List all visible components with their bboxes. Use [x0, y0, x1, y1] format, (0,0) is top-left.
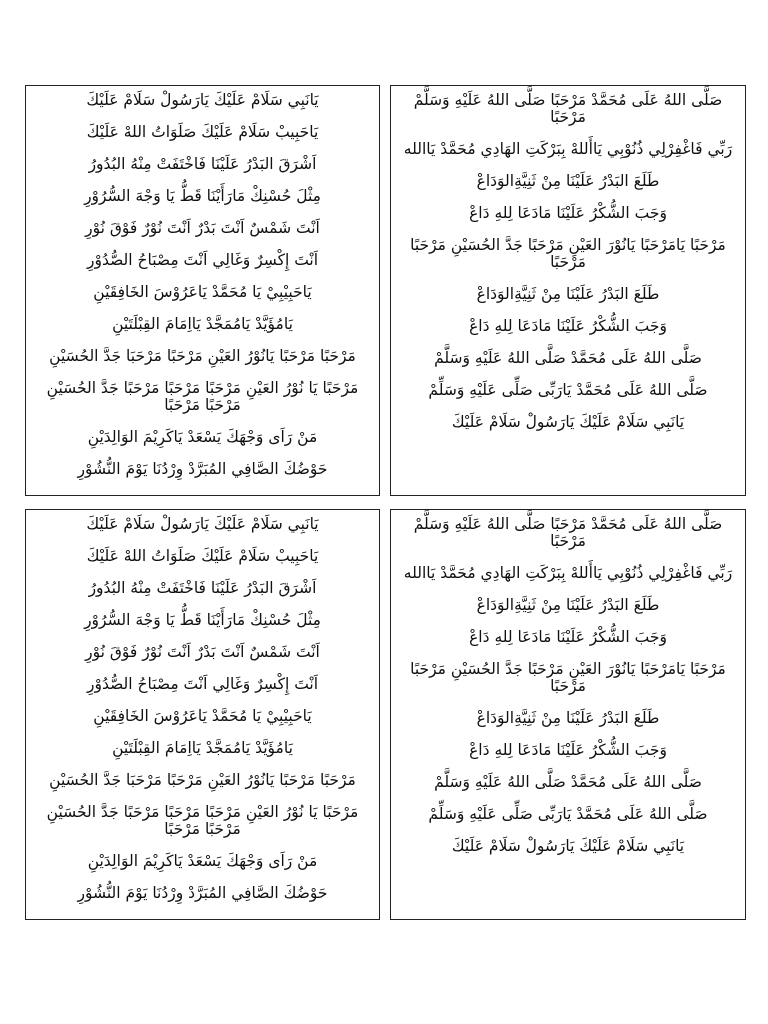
- verse-line: صَلَّى اللهُ عَلَى مُحَمَّدْ مَرْحَبًا صَلَّى اللهُ عَلَيْهِ وَسَلَّمْ مَرْحَبًا: [413, 91, 723, 126]
- line-list: [391, 92, 745, 431]
- verse-line: مَنْ رَاَى وَجْهَكَ يَسْعَدْ يَاكَرِيْمَ الوَالِدَيْنِ: [87, 852, 318, 870]
- verse-line: مِثْلَ حُسْنِكْ مَارَأَيْنَا قَطُّ يَا وَجْهَ السُّرُوْرِ: [84, 611, 321, 629]
- verse-line: يَاحَبِيبْ سَلَامْ عَلَيْكَ صَلَوَاتُ اللهْ عَلَيْكَ: [86, 123, 319, 141]
- verse-line: اَنْتَ إِكْسِرٌ وَغَالِي اَنْتَ مِصْبَاحُ الصُّدُوْرِ: [86, 675, 319, 693]
- line-list: [26, 92, 379, 478]
- verse-line: اَنْتَ إِكْسِرٌ وَغَالِي اَنْتَ مِصْبَاحُ الصُّدُوْرِ: [86, 251, 319, 269]
- verse-line: طَلَعَ البَدْرُ عَلَيْنَا مِنْ ثَنِيَّةِالوَدَاعْ: [476, 285, 660, 303]
- verse-line: صَلَّى اللهُ عَلَى مُحَمَّدْ يَارَبِّى صَلِّى عَلَيْهِ وَسَلِّمْ: [428, 805, 708, 823]
- verse-line: مَرْحَبًا يَا نُوْرُ العَيْنِ مَرْحَبًا مَرْحَبًا مَرْحَبًا جَدَّ الحُسَيْنِ مَرْحَبًا مَرْحَبًا: [46, 379, 359, 414]
- verse-line: مَنْ رَاَى وَجْهَكَ يَسْعَدْ يَاكَرِيْمَ الوَالِدَيْنِ: [87, 428, 318, 446]
- verse-line: يَامُؤَيَّدْ يَامُمَجَّدْ يَااِمَامَ القِبْلَتَيْنِ: [112, 739, 293, 757]
- line-list: [26, 516, 379, 902]
- verse-line: مَرْحَبًا مَرْحَبًا يَانُوْرُ العَيْنِ مَرْحَبًا مَرْحَبَا جَدَّ الحُسَيْنِ: [49, 347, 356, 365]
- verse-line: يَانَبِي سَلَامْ عَلَيْكَ يَارَسُولْ سَلَامْ عَلَيْكَ: [451, 837, 685, 855]
- verse-line: رَبِّي فَاغْفِرْلِي ذُنُوْبِي يَاأَللهْ بِبَرْكَتِ الهَادِي مُحَمَّدْ يَاالله: [403, 564, 733, 582]
- verse-line: صَلَّى اللهُ عَلَى مُحَمَّدْ مَرْحَبًا صَلَّى اللهُ عَلَيْهِ وَسَلَّمْ مَرْحَبًا: [413, 515, 723, 550]
- verse-line: حَوْضُكَ الصَّافِي المُبَرَّدْ وِرْدُنَا يَوْمَ النُّشُوْرِ: [77, 884, 328, 902]
- verse-line: اَشْرَقَ البَدْرُ عَلَيْنَا فَاخْتَفَتْ مِنْهُ البُدُورُ: [88, 155, 317, 173]
- card-top-left: [25, 85, 380, 496]
- verse-line: صَلَّى اللهُ عَلَى مُحَمَّدْ صَلَّى اللهُ عَلَيْهِ وَسَلَّمْ: [434, 773, 702, 791]
- verse-line: طَلَعَ البَدْرُ عَلَيْنَا مِنْ ثَنِيَّةِالوَدَاعْ: [476, 709, 660, 727]
- verse-line: وَجَبَ الشُّكْرُ عَلَيْنَا مَادَعَا لِلهِ دَاعْ: [469, 317, 667, 335]
- verse-line: يَانَبِي سَلَامْ عَلَيْكَ يَارَسُولْ سَلَامْ عَلَيْكَ: [86, 91, 319, 109]
- line-list: [391, 516, 745, 855]
- verse-line: اَنْتَ شَمْسٌ اَنْتَ بَدْرٌ اَنْتَ نُوْرٌ فَوْقَ نُوْرِ: [85, 643, 320, 661]
- verse-line: يَاحَبِيْبِيْ يَا مُحَمَّدْ يَاعَرُوْسَ الخَافِقَيْنِ: [93, 707, 312, 725]
- verse-line: طَلَعَ البَدْرُ عَلَيْنَا مِنْ ثَنِيَّةِالوَدَاعْ: [476, 172, 660, 190]
- verse-line: حَوْضُكَ الصَّافِي المُبَرَّدْ وِرْدُنَا يَوْمَ النُّشُوْرِ: [77, 460, 328, 478]
- verse-line: صَلَّى اللهُ عَلَى مُحَمَّدْ يَارَبِّى صَلِّى عَلَيْهِ وَسَلِّمْ: [428, 381, 708, 399]
- verse-line: وَجَبَ الشُّكْرُ عَلَيْنَا مَادَعَا لِلهِ دَاعْ: [469, 741, 667, 759]
- card-top-right: [390, 85, 746, 496]
- verse-line: صَلَّى اللهُ عَلَى مُحَمَّدْ صَلَّى اللهُ عَلَيْهِ وَسَلَّمْ: [434, 349, 702, 367]
- verse-line: مَرْحَبًا يَامَرْحَبًا يَانُوْرَ العَيْنِ مَرْحَبًا جَدَّ الحُسَيْنِ مَرْحَبًا مَرْحَبًا: [410, 660, 726, 695]
- verse-line: وَجَبَ الشُّكْرُ عَلَيْنَا مَادَعَا لِلهِ دَاعْ: [469, 204, 667, 222]
- verse-line: يَانَبِي سَلَامْ عَلَيْكَ يَارَسُولْ سَلَامْ عَلَيْكَ: [86, 515, 319, 533]
- verse-line: مَرْحَبًا يَا نُوْرُ العَيْنِ مَرْحَبًا مَرْحَبًا مَرْحَبًا جَدَّ الحُسَيْنِ مَرْحَبًا مَرْحَبًا: [46, 803, 359, 838]
- verse-line: يَامُؤَيَّدْ يَامُمَجَّدْ يَااِمَامَ القِبْلَتَيْنِ: [112, 315, 293, 333]
- verse-line: يَاحَبِيْبِيْ يَا مُحَمَّدْ يَاعَرُوْسَ الخَافِقَيْنِ: [93, 283, 312, 301]
- verse-line: مَرْحَبًا مَرْحَبًا يَانُوْرُ العَيْنِ مَرْحَبًا مَرْحَبَا جَدَّ الحُسَيْنِ: [49, 771, 356, 789]
- verse-line: مَرْحَبًا يَامَرْحَبًا يَانُوْرَ العَيْنِ مَرْحَبًا جَدَّ الحُسَيْنِ مَرْحَبًا مَرْحَبًا: [410, 236, 726, 271]
- verse-line: طَلَعَ البَدْرُ عَلَيْنَا مِنْ ثَنِيَّةِالوَدَاعْ: [476, 596, 660, 614]
- page-blank-area: [0, 930, 768, 1024]
- card-bottom-right: [390, 509, 746, 920]
- verse-line: وَجَبَ الشُّكْرُ عَلَيْنَا مَادَعَا لِلهِ دَاعْ: [469, 628, 667, 646]
- verse-line: يَانَبِي سَلَامْ عَلَيْكَ يَارَسُولْ سَلَامْ عَلَيْكَ: [451, 413, 685, 431]
- verse-line: مِثْلَ حُسْنِكْ مَارَأَيْنَا قَطُّ يَا وَجْهَ السُّرُوْرِ: [84, 187, 321, 205]
- verse-line: اَنْتَ شَمْسٌ اَنْتَ بَدْرٌ اَنْتَ نُوْرٌ فَوْقَ نُوْرِ: [85, 219, 320, 237]
- verse-line: يَاحَبِيبْ سَلَامْ عَلَيْكَ صَلَوَاتُ اللهْ عَلَيْكَ: [86, 547, 319, 565]
- verse-line: اَشْرَقَ البَدْرُ عَلَيْنَا فَاخْتَفَتْ مِنْهُ البُدُورُ: [88, 579, 317, 597]
- verse-line: رَبِّي فَاغْفِرْلِي ذُنُوْبِي يَاأَللهْ بِبَرْكَتِ الهَادِي مُحَمَّدْ يَاالله: [403, 140, 733, 158]
- card-bottom-left: [25, 509, 380, 920]
